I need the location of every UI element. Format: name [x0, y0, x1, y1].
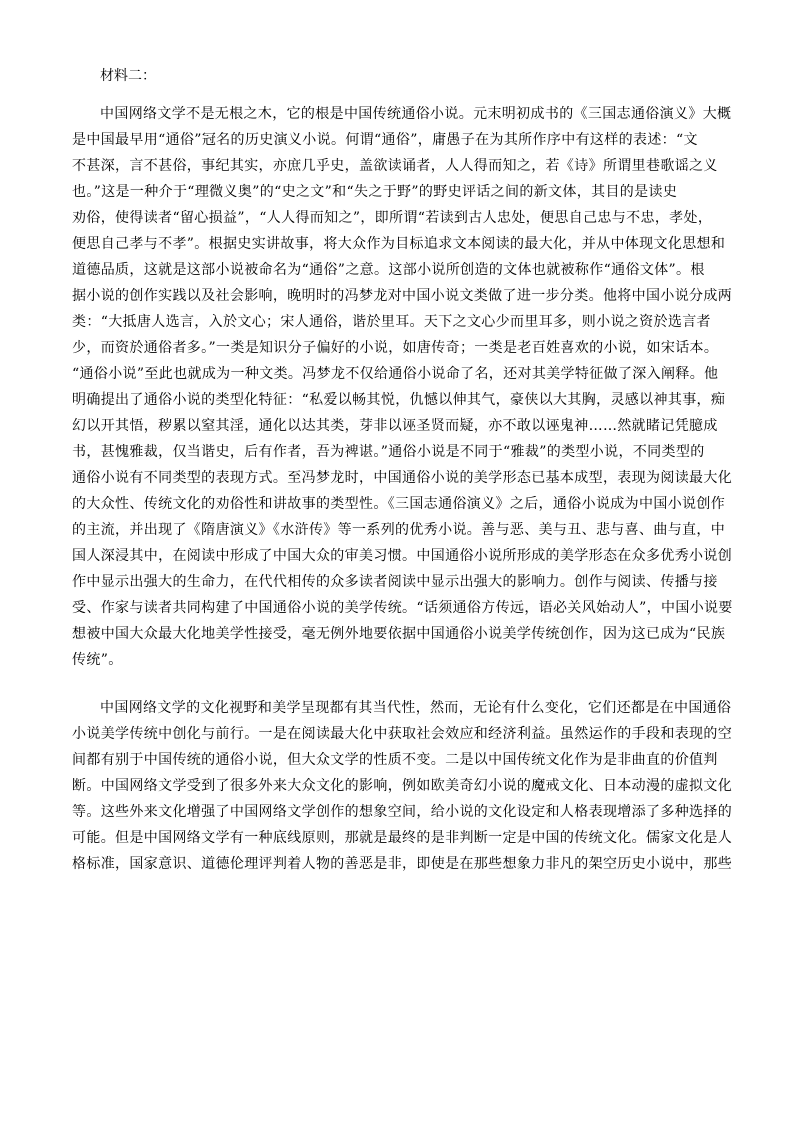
text-line: 劝俗，使得读者“留心损益”，“人人得而知之”，即所谓“若读到古人忠处，便思自己忠与不忠，孝处，	[72, 210, 713, 226]
text-line: 通俗小说有不同类型的表现方式。至冯梦龙时，中国通俗小说的美学形态已基本成型，表现为阅读最大化	[72, 470, 733, 486]
text-line: 不甚深，言不甚俗，事纪其实，亦庶几乎史，盖欲读诵者，人人得而知之，若《诗》所谓里巷歌谣之义	[72, 158, 718, 174]
text-line: 据小说的创作实践以及社会影响，晚明时的冯梦龙对中国小说文类做了进一步分类。他将中国小说分成两	[72, 288, 733, 304]
paragraph-2	[72, 695, 733, 877]
text-line: 作中显示出强大的生命力，在代代相传的众多读者阅读中显示出强大的影响力。创作与阅读、传播与接	[72, 574, 718, 590]
paragraph-1	[72, 101, 733, 673]
text-line: 是中国最早用“通俗”冠名的历史演义小说。何谓“通俗”，庸愚子在为其所作序中有这样的表述：“文	[72, 132, 698, 148]
text-line: 便思自己孝与不孝”。根据史实讲故事，将大众作为目标追求文本阅读的最大化，并从中体现文化思想和	[72, 236, 726, 252]
text-line: 书，甚愧雅裁，仅当谐史，后有作者，吾为裨谌。”通俗小说是不同于“雅裁”的类型小说，不同类型的	[72, 444, 705, 460]
text-line: 道德品质，这就是这部小说被命名为“通俗”之意。这部小说所创造的文体也就被称作“通俗文体”。根	[72, 262, 705, 278]
document-page	[72, 62, 733, 877]
text-line: 类：“大抵唐人选言，入於文心；宋人通俗，谐於里耳。天下之文心少而里耳多，则小说之资於选言者	[72, 314, 711, 330]
text-line: 可能。但是中国网络文学有一种底线原则，那就是最终的是非判断一定是中国的传统文化。儒家文化是人	[72, 830, 733, 846]
text-line: 的大众性、传统文化的劝俗性和讲故事的类型性。《三国志通俗演义》之后，通俗小说成为中国小说创作	[72, 496, 726, 512]
section-heading: 材料二：	[100, 68, 156, 84]
text-line: 等。这些外来文化增强了中国网络文学创作的想象空间，给小说的文化设定和人格表现增添了多种选择的	[72, 804, 733, 820]
text-line: 中国网络文学不是无根之木，它的根是中国传统通俗小说。元末明初成书的《三国志通俗演义》大概	[100, 106, 732, 122]
text-line: 的主流，并出现了《隋唐演义》《水浒传》等一系列的优秀小说。善与恶、美与丑、悲与喜、曲与直，中	[72, 522, 726, 538]
text-line: 中国网络文学的文化视野和美学呈现都有其当代性，然而，无论有什么变化，它们还都是在中国通俗	[100, 700, 732, 716]
text-line: 明确提出了通俗小说的类型化特征：“私爱以畅其悦，仇憾以伸其气，豪侠以大其胸，灵感以神其事，痴	[72, 392, 726, 408]
text-line: “通俗小说”至此也就成为一种文类。冯梦龙不仅给通俗小说命了名，还对其美学特征做了深入阐释。他	[72, 366, 719, 382]
text-line: 小说美学传统中创化与前行。一是在阅读最大化中获取社会效应和经济利益。虽然运作的手段和表现的空	[72, 726, 733, 742]
text-line: 幻以开其悟，秽累以窒其淫，通化以达其类，芽非以诬圣贤而疑，亦不敢以诬鬼神……然就睹记凭臆成	[72, 418, 718, 434]
text-line: 也。”这是一种介于“理微义奥”的“史之文”和“失之于野”的野史评话之间的新文体，其目的是读史	[72, 184, 678, 200]
text-line: 格标准，国家意识、道德伦理评判着人物的善恶是非，即使是在那些想象力非凡的架空历史小说中，那些	[72, 856, 733, 872]
text-line: 少，而资於通俗者多。”一类是知识分子偏好的小说，如唐传奇；一类是老百姓喜欢的小说，如宋话本。	[72, 340, 719, 356]
text-line: 传统”。	[72, 652, 123, 668]
text-line: 想被中国大众最大化地美学性接受，毫无例外地要依据中国通俗小说美学传统创作，因为这已成为“民族	[72, 626, 726, 642]
text-line: 间都有别于中国传统的通俗小说，但大众文学的性质不变。二是以中国传统文化作为是非曲直的价值判	[72, 752, 718, 768]
text-line: 国人深浸其中，在阅读中形成了中国大众的审美习惯。中国通俗小说所形成的美学形态在众多优秀小说创	[72, 548, 733, 564]
text-line: 受、作家与读者共同构建了中国通俗小说的美学传统。“话须通俗方传远，语必关风始动人”，中国小说要	[72, 600, 733, 616]
text-line: 断。中国网络文学受到了很多外来大众文化的影响，例如欧美奇幻小说的魔戒文化、日本动漫的虚拟文化	[72, 778, 733, 794]
